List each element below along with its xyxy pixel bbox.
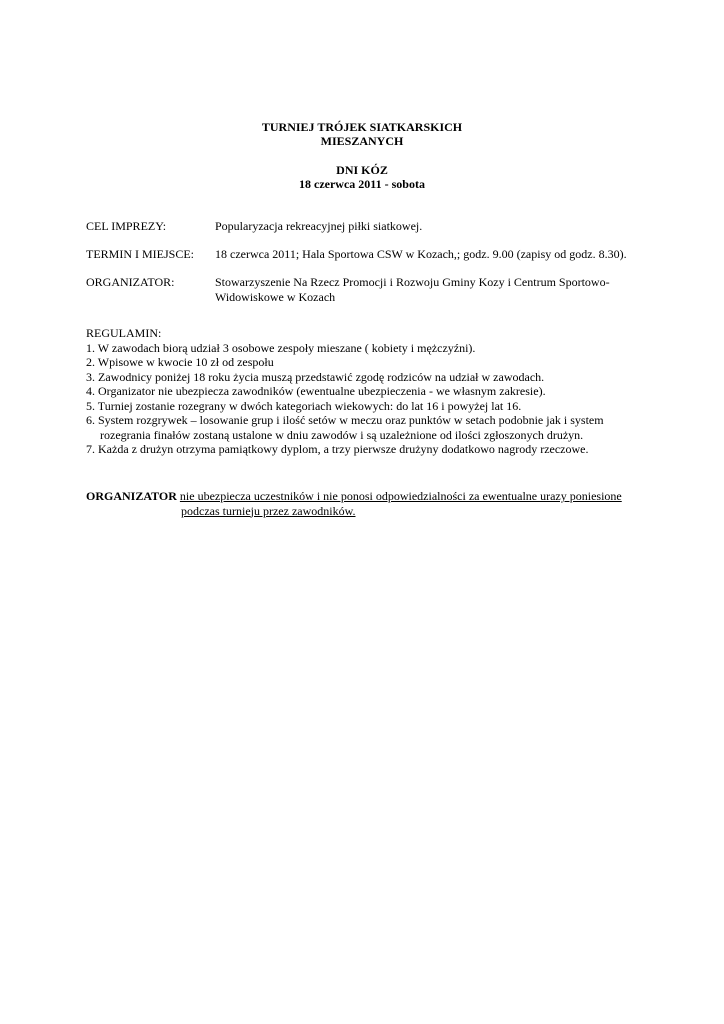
- title-block: [0, 120, 724, 191]
- field-organizator-label: ORGANIZATOR:: [86, 275, 175, 289]
- title-line-2: MIESZANYCH: [320, 134, 404, 148]
- field-organizator-value: [215, 275, 635, 304]
- regulamin-item-continuation: rozegrania finałów zostaną ustalone w dniu zawodów i są uzależnione od ilości zgłoszonych drużyn.: [100, 427, 584, 442]
- title-line-1: TURNIEJ TRÓJEK SIATKARSKICH: [261, 120, 463, 134]
- field-termin-value: 18 czerwca 2011; Hala Sportowa CSW w Kozach,; godz. 9.00 (zapisy od godz. 8.30).: [215, 247, 627, 261]
- regulamin-item: 7. Każda z drużyn otrzyma pamiątkowy dyplom, a trzy pierwsze drużyny dodatkowo nagrody rzeczowe.: [86, 442, 589, 456]
- regulamin-section: [86, 326, 656, 457]
- title-line-4: 18 czerwca 2011 - sobota: [299, 177, 425, 191]
- regulamin-item: 2. Wpisowe w kwocie 10 zł od zespołu: [86, 355, 274, 369]
- field-organizator-value-line-1: Stowarzyszenie Na Rzecz Promocji i Rozwoju Gminy Kozy i Centrum Sportowo-: [215, 275, 610, 289]
- regulamin-item: 1. W zawodach biorą udział 3 osobowe zespoły mieszane ( kobiety i mężczyźni).: [86, 340, 476, 355]
- title-line-3: DNI KÓZ: [336, 163, 388, 177]
- regulamin-item: 3. Zawodnicy poniżej 18 roku życia muszą przedstawić zgodę rodziców na udział w zawodach.: [86, 369, 545, 384]
- field-cel-label: CEL IMPREZY:: [86, 219, 167, 233]
- field-termin-label: TERMIN I MIEJSCE:: [86, 247, 194, 261]
- regulamin-item: 5. Turniej zostanie rozegrany w dwóch kategoriach wiekowych: do lat 16 i powyżej lat 16.: [86, 398, 522, 413]
- regulamin-item: 4. Organizator nie ubezpiecza zawodników (ewentualne ubezpieczenia - we własnym zakresie).: [86, 384, 546, 398]
- field-cel-value: Popularyzacja rekreacyjnej piłki siatkowej.: [215, 219, 423, 233]
- disclaimer-text-line-1: nie ubezpiecza uczestników i nie ponosi odpowiedzialności za ewentualne urazy poniesione: [179, 489, 622, 503]
- disclaimer-organizer-label: ORGANIZATOR: [86, 489, 177, 503]
- field-organizator-value-line-2: Widowiskowe w Kozach: [215, 289, 336, 304]
- disclaimer-text-line-2: podczas turnieju przez zawodników.: [181, 503, 356, 518]
- regulamin-heading: REGULAMIN:: [86, 326, 162, 340]
- organizer-disclaimer: [86, 489, 656, 518]
- regulamin-item: 6. System rozgrywek – losowanie grup i ilość setów w meczu oraz punktów w setach podobnie jak i system: [86, 413, 604, 427]
